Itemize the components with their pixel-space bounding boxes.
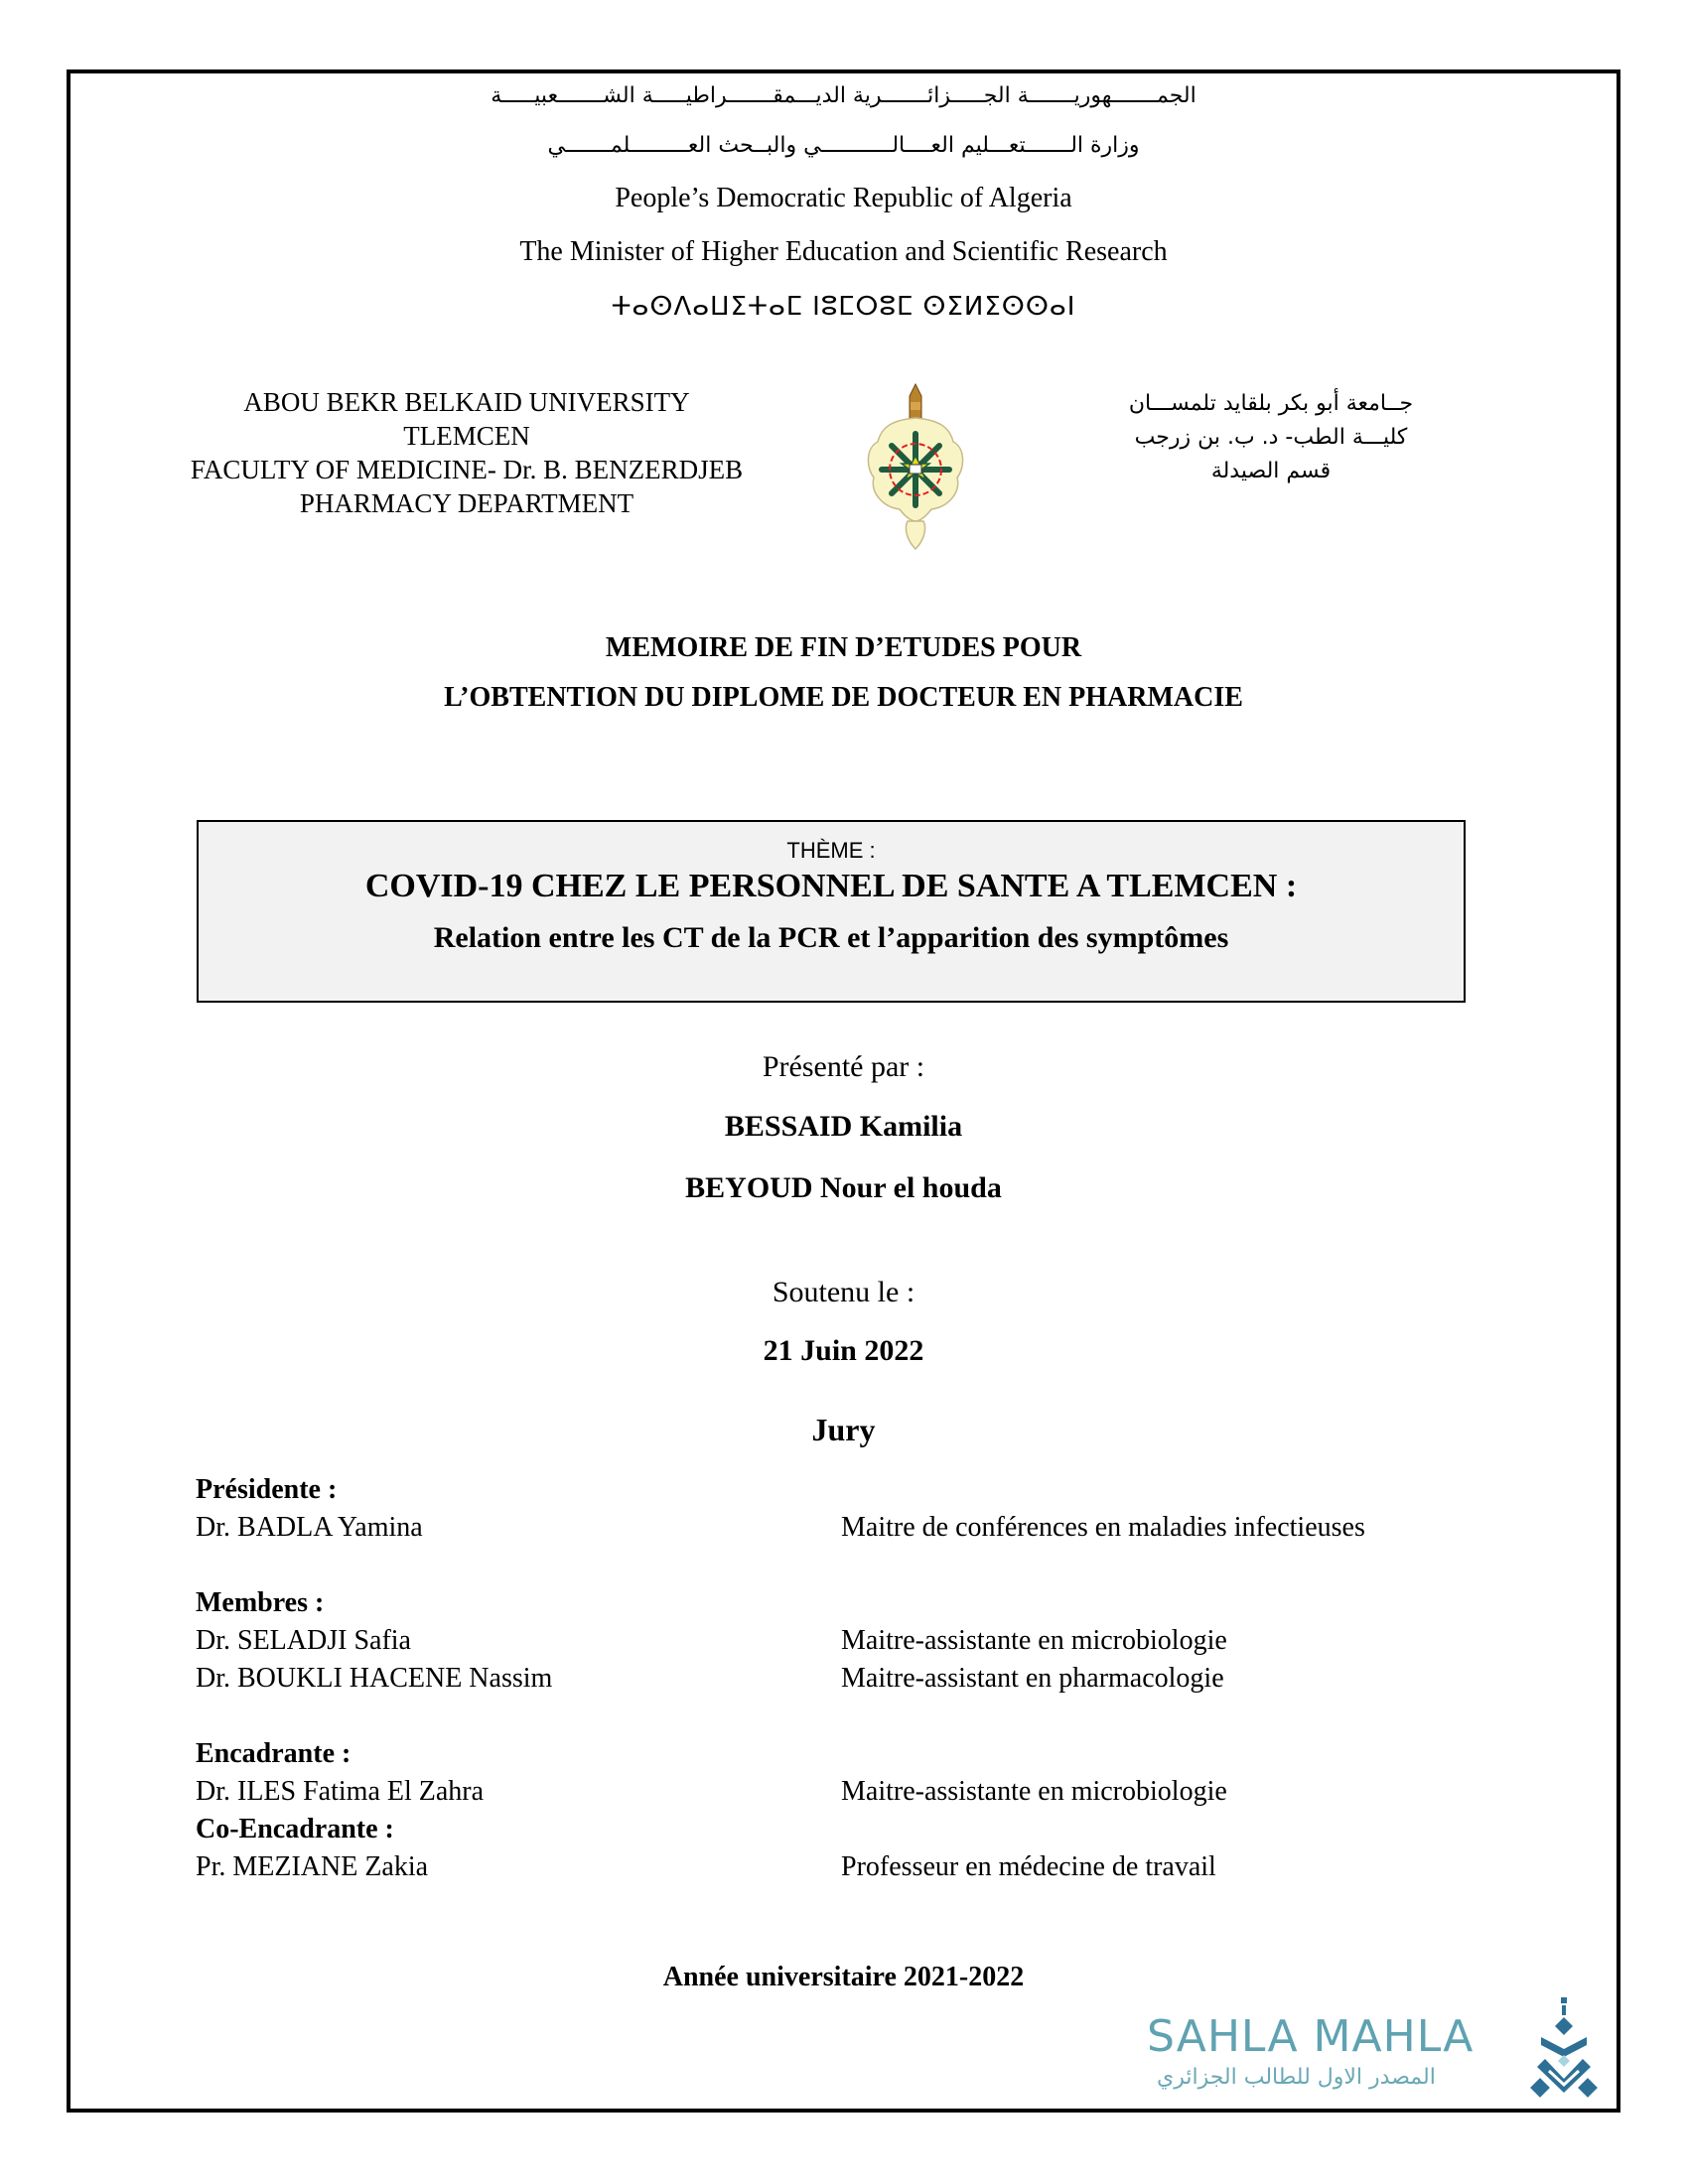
memoire-line-2: L’OBTENTION DU DIPLOME DE DOCTEUR EN PHARMACIE — [444, 682, 1243, 713]
university-line: TLEMCEN — [403, 421, 530, 451]
jury-member-name: Pr. MEZIANE Zakia — [196, 1851, 429, 1882]
memoire-heading — [67, 623, 1620, 723]
theme-box — [197, 820, 1466, 1003]
university-name-en — [149, 385, 784, 520]
arabic-republic-heading: الجمـــــــهوريـــــــة الجـــــزائـــــــرية الديـــمقـــــــراطيـــــة الشـــــــعبيـــــة — [491, 83, 1196, 108]
jury-row — [196, 1848, 1486, 1886]
theme-title: COVID-19 CHEZ LE PERSONNEL DE SANTE A TLEMCEN : — [364, 868, 1298, 904]
author-name: BEYOUD Nour el houda — [685, 1171, 1002, 1204]
tifinagh-heading: ⵜⴰⵙⴷⴰⵡⵉⵜⴰⵎ ⵏⵓⵎⵔⵓⵎ ⵙⵉⵍⵉⵙⵙⴰⵏ — [611, 292, 1076, 322]
jury-member-title: Maitre-assistant en pharmacologie — [841, 1663, 1224, 1694]
watermark-tagline: المصدر الاول للطالب الجزائري — [1157, 2065, 1436, 2090]
watermark-brand: SAHLA MAHLA — [1147, 2011, 1475, 2062]
jury-member-title: Maitre-assistante en microbiologie — [841, 1625, 1227, 1656]
jury-row — [196, 1622, 1486, 1660]
theme-subtitle: Relation entre les CT de la PCR et l’apparition des symptômes — [433, 921, 1229, 954]
jury-member-title: Maitre-assistante en microbiologie — [841, 1776, 1227, 1807]
arabic-ministry-heading: وزارة الـــــــتعـــليم العــــالـــــــــــي والبــحث العـــــــــلمـــــــي — [547, 133, 1140, 158]
jury-member-name: Dr. BOUKLI HACENE Nassim — [196, 1663, 553, 1694]
jury-member-title: Professeur en médecine de travail — [841, 1851, 1216, 1882]
university-line-ar: قسم الصيدلة — [1210, 459, 1332, 483]
jury-member-title: Maitre de conférences en maladies infectieuses — [841, 1512, 1365, 1543]
sahla-mahla-watermark — [1147, 2005, 1604, 2100]
memoire-line-1: MEMOIRE DE FIN D’ETUDES POUR — [605, 632, 1082, 663]
members-label: Membres : — [196, 1587, 325, 1618]
academic-year: Année universitaire 2021-2022 — [662, 1962, 1025, 1992]
jury-title: Jury — [811, 1412, 876, 1447]
english-ministry-heading: The Minister of Higher Education and Scientific Research — [519, 236, 1168, 267]
theme-label: THÈME : — [786, 838, 876, 863]
university-line: FACULTY OF MEDICINE- Dr. B. BENZERDJEB — [190, 455, 744, 484]
jury-row — [196, 1660, 1486, 1698]
university-emblem-icon — [864, 382, 968, 551]
university-line-ar: جــامعة أبو بكر بلقايد تلمســـان — [1128, 391, 1414, 416]
presented-by-label: Présenté par : — [762, 1050, 925, 1083]
cosupervisor-label: Co-Encadrante : — [196, 1814, 394, 1844]
university-name-ar — [1072, 387, 1470, 488]
university-line: ABOU BEKR BELKAID UNIVERSITY — [243, 387, 690, 417]
jury-list — [196, 1471, 1486, 1886]
jury-member-name: Dr. SELADJI Safia — [196, 1625, 411, 1656]
defense-date: 21 Juin 2022 — [763, 1334, 924, 1367]
president-label: Présidente : — [196, 1474, 338, 1505]
jury-row — [196, 1509, 1486, 1547]
university-line-ar: كليـــة الطب- د. ب. بن زرجب — [1134, 425, 1408, 450]
jury-member-name: Dr. BADLA Yamina — [196, 1512, 423, 1543]
jury-row — [196, 1773, 1486, 1811]
jury-member-name: Dr. ILES Fatima El Zahra — [196, 1776, 485, 1807]
supervisor-label: Encadrante : — [196, 1738, 352, 1769]
sahla-mahla-logo-icon — [1529, 1997, 1599, 2103]
defense-label: Soutenu le : — [772, 1276, 915, 1308]
author-name: BESSAID Kamilia — [724, 1110, 963, 1143]
university-line: PHARMACY DEPARTMENT — [299, 488, 634, 518]
english-republic-heading: People’s Democratic Republic of Algeria — [615, 183, 1072, 213]
